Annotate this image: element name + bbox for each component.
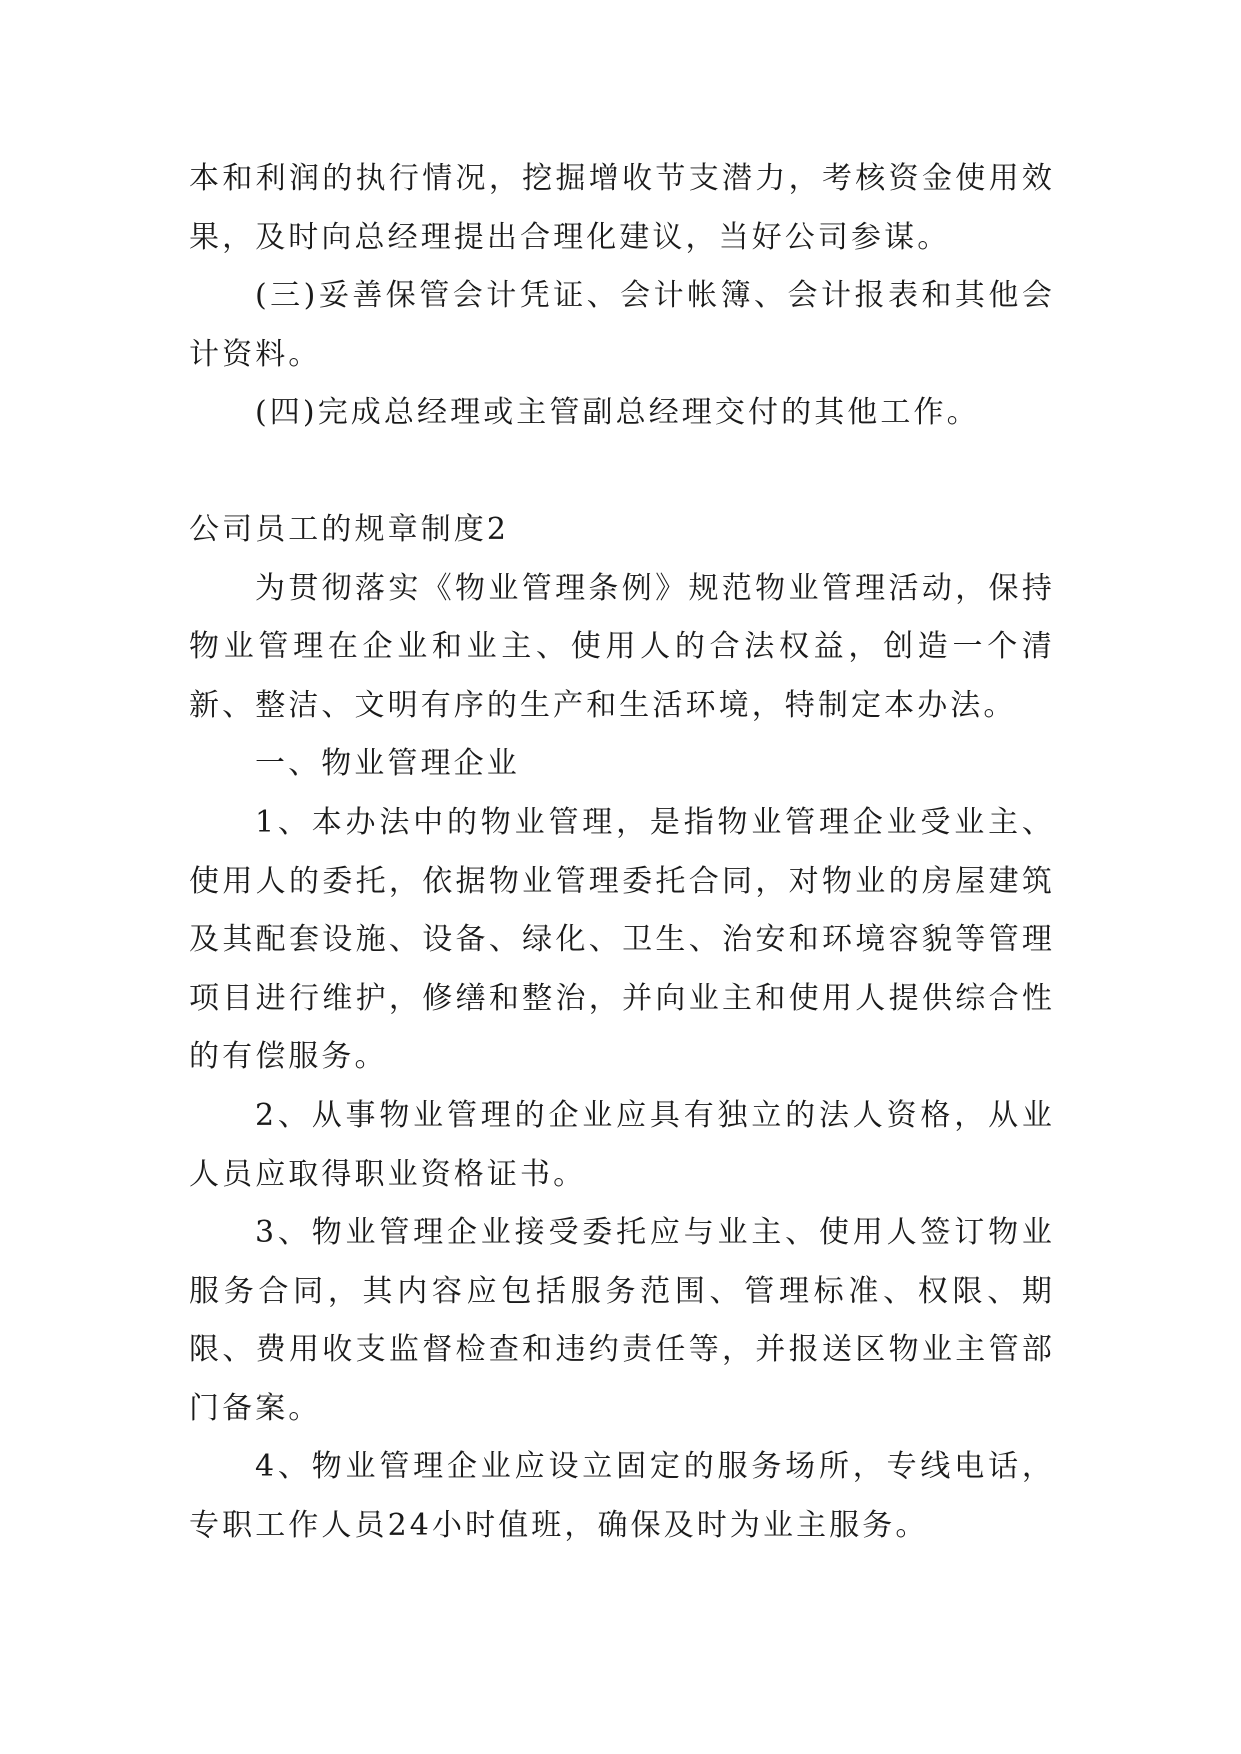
paragraph-clause-1: 1、本办法中的物业管理，是指物业管理企业受业主、使用人的委托，依据物业管理委托合同，对物业的房屋建筑及其配套设施、设备、绿化、卫生、治安和环境容貌等管理项目进行维护，修缮和整治，并向业主和使用人提供综合性的有偿服务。 bbox=[189, 804, 1055, 1075]
document-body bbox=[189, 150, 1055, 1556]
paragraph-item-three: (三)妥善保管会计凭证、会计帐簿、会计报表和其他会计资料。 bbox=[189, 278, 1055, 372]
paragraph-clause-2: 2、从事物业管理的企业应具有独立的法人资格，从业人员应取得职业资格证书。 bbox=[189, 1097, 1055, 1192]
section-title: 公司员工的规章制度2 bbox=[189, 511, 510, 547]
paragraph-item-four: (四)完成总经理或主管副总经理交付的其他工作。 bbox=[255, 395, 980, 431]
paragraph-clause-4: 4、物业管理企业应设立固定的服务场所，专线电话，专职工作人员24小时值班，确保及时为业主服务。 bbox=[189, 1449, 1055, 1544]
paragraph-clause-3: 3、物业管理企业接受委托应与业主、使用人签订物业服务合同，其内容应包括服务范围、管理标准、权限、期限、费用收支监督检查和违约责任等，并报送区物业主管部门备案。 bbox=[189, 1215, 1055, 1426]
paragraph-continuation: 本和利润的执行情况，挖掘增收节支潜力，考核资金使用效果，及时向总经理提出合理化建议，当好公司参谋。 bbox=[189, 161, 1055, 255]
paragraph-intro: 为贯彻落实《物业管理条例》规范物业管理活动，保持物业管理在企业和业主、使用人的合法权益，创造一个清新、整洁、文明有序的生产和生活环境，特制定本办法。 bbox=[189, 570, 1055, 723]
paragraph-heading-one: 一、物业管理企业 bbox=[255, 746, 520, 782]
